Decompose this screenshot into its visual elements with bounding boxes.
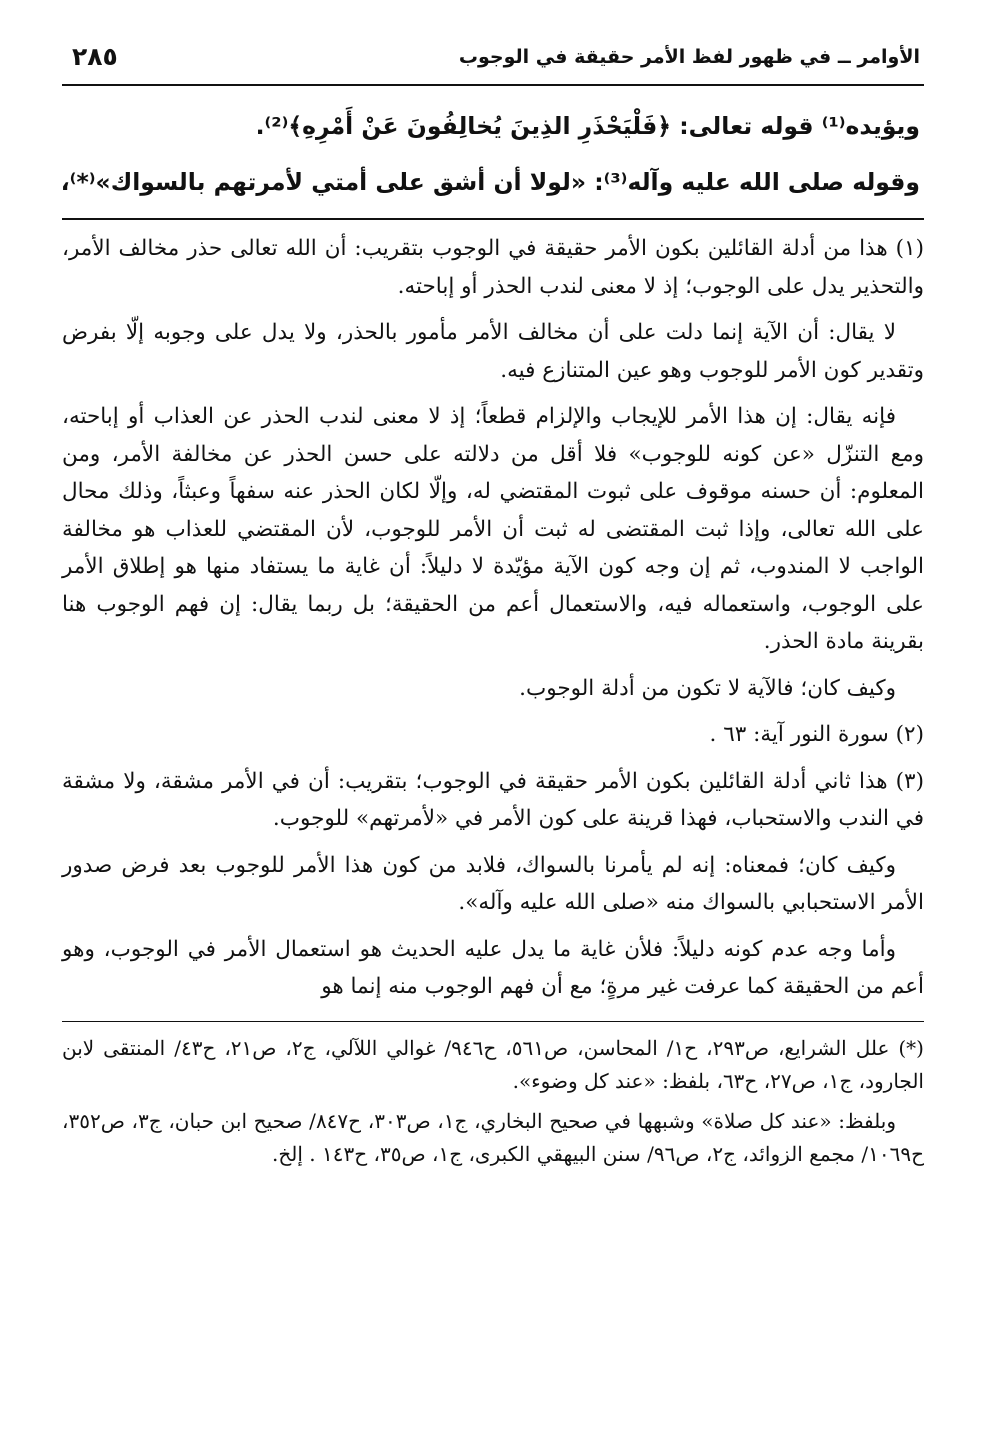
footnote-paragraph: (١) هذا من أدلة القائلين بكون الأمر حقيقة في الوجوب بتقريب: أن الله تعالى حذر مخالف الأمر، والتحذير يدل على الوجوب؛ إذ لا معنى لندب الحذر أو إباحته. bbox=[62, 236, 924, 299]
commentary-notes bbox=[62, 220, 924, 1022]
book-page bbox=[62, 40, 924, 1178]
footnote-paragraph: وكيف كان؛ فمعناه: إنه لم يأمرنا بالسواك، فلابد من كون هذا الأمر للوجوب بعد فرض صدور الأمر الاستحبابي بالسواك منه «صلى الله عليه وآله». bbox=[62, 852, 924, 915]
footnote-paragraph: وأما وجه عدم كونه دليلاً: فلأن غاية ما يدل عليه الحديث هو استعمال الأمر في الوجوب، وهو أعم من الحقيقة كما عرفت غير مرةٍ؛ مع أن فهم الوجوب منه إنما هو bbox=[62, 936, 924, 999]
main-text-line: وقوله صلى الله عليه وآله⁽³⁾: «لولا أن أشق على أمتي لأمرتهم بالسواك»⁽*⁾، bbox=[60, 168, 920, 196]
footnote-paragraph: (٢) سورة النور آية: ٦٣ . bbox=[709, 722, 924, 747]
page-number: ٢٨٥ bbox=[72, 42, 118, 71]
reference-paragraph: (*) علل الشرايع، ص٢٩٣، ح١/ المحاسن، ص٥٦١، ح٩٤٦/ غوالي اللآلي، ج٢، ص٢١، ح٤٣/ المنتقى لابن الجارود، ج١، ص٢٧، ح٦٣، بلفظ: «عند كل وضوء». bbox=[62, 1035, 924, 1093]
main-text-line: ويؤيده⁽¹⁾ قوله تعالى: ﴿فَلْيَحْذَرِ الذِينَ يُخالِفُونَ عَنْ أَمْرِهِ﴾⁽²⁾. bbox=[255, 112, 920, 140]
footnote-paragraph: وكيف كان؛ فالآية لا تكون من أدلة الوجوب. bbox=[519, 675, 896, 701]
hadith-references bbox=[62, 1022, 924, 1171]
footnote-paragraph: فإنه يقال: إن هذا الأمر للإيجاب والإلزام قطعاً؛ إذ لا معنى لندب الحذر عن العذاب أو إباحته، ومع التنزّل «عن كونه للوجوب» فلا أقل من دلالته على حسن الحذر عن مخالفة الأمر، ومن المعلوم: أن حسنه موقوف على ثبوت المقتضي له، وإلّا لكان الحذر عنه سفهاً وعبثاً، وذلك محال على الله تعالى، وإذا ثبت المقتضى له ثبت أن الأمر للوجوب، لأن المقتضي للعذاب هو مخالفة الواجب لا المندوب، ثم إن وجه كون الآية مؤيّدة لا دليلاً: أن غاية ما يستفاد منها هو إطلاق الأمر على الوجوب، واستعماله فيه، والاستعمال أعم من الحقيقة؛ بل ربما يقال: إن فهم الوجوب هنا بقرينة مادة الحذر. bbox=[62, 404, 924, 654]
main-text bbox=[62, 86, 924, 220]
reference-paragraph: وبلفظ: «عند كل صلاة» وشبهها في صحيح البخاري، ج١، ص٣٠٣، ح٨٤٧/ صحيح ابن حبان، ج٣، ص٣٥٢، ح١٠٦٩/ مجمع الزوائد، ج٢، ص٩٦/ سنن البيهقي الكبرى، ج١، ص٣٥، ح١٤٣ . إلخ. bbox=[62, 1108, 924, 1166]
footnote-paragraph: (٣) هذا ثاني أدلة القائلين بكون الأمر حقيقة في الوجوب؛ بتقريب: أن في الأمر مشقة، ولا مشقة في الندب والاستحباب، فهذا قرينة على كون الأمر في «لأمرتهم» للوجوب. bbox=[62, 768, 924, 831]
page-header bbox=[62, 40, 924, 86]
footnote-paragraph: لا يقال: أن الآية إنما دلت على أن مخالف الأمر مأمور بالحذر، ولا يدل على وجوبه إلّا بفرض وتقدير كون الأمر للوجوب وهو عين المتنازع فيه. bbox=[62, 320, 924, 383]
running-title: الأوامر ــ في ظهور لفظ الأمر حقيقة في الوجوب bbox=[458, 46, 920, 68]
